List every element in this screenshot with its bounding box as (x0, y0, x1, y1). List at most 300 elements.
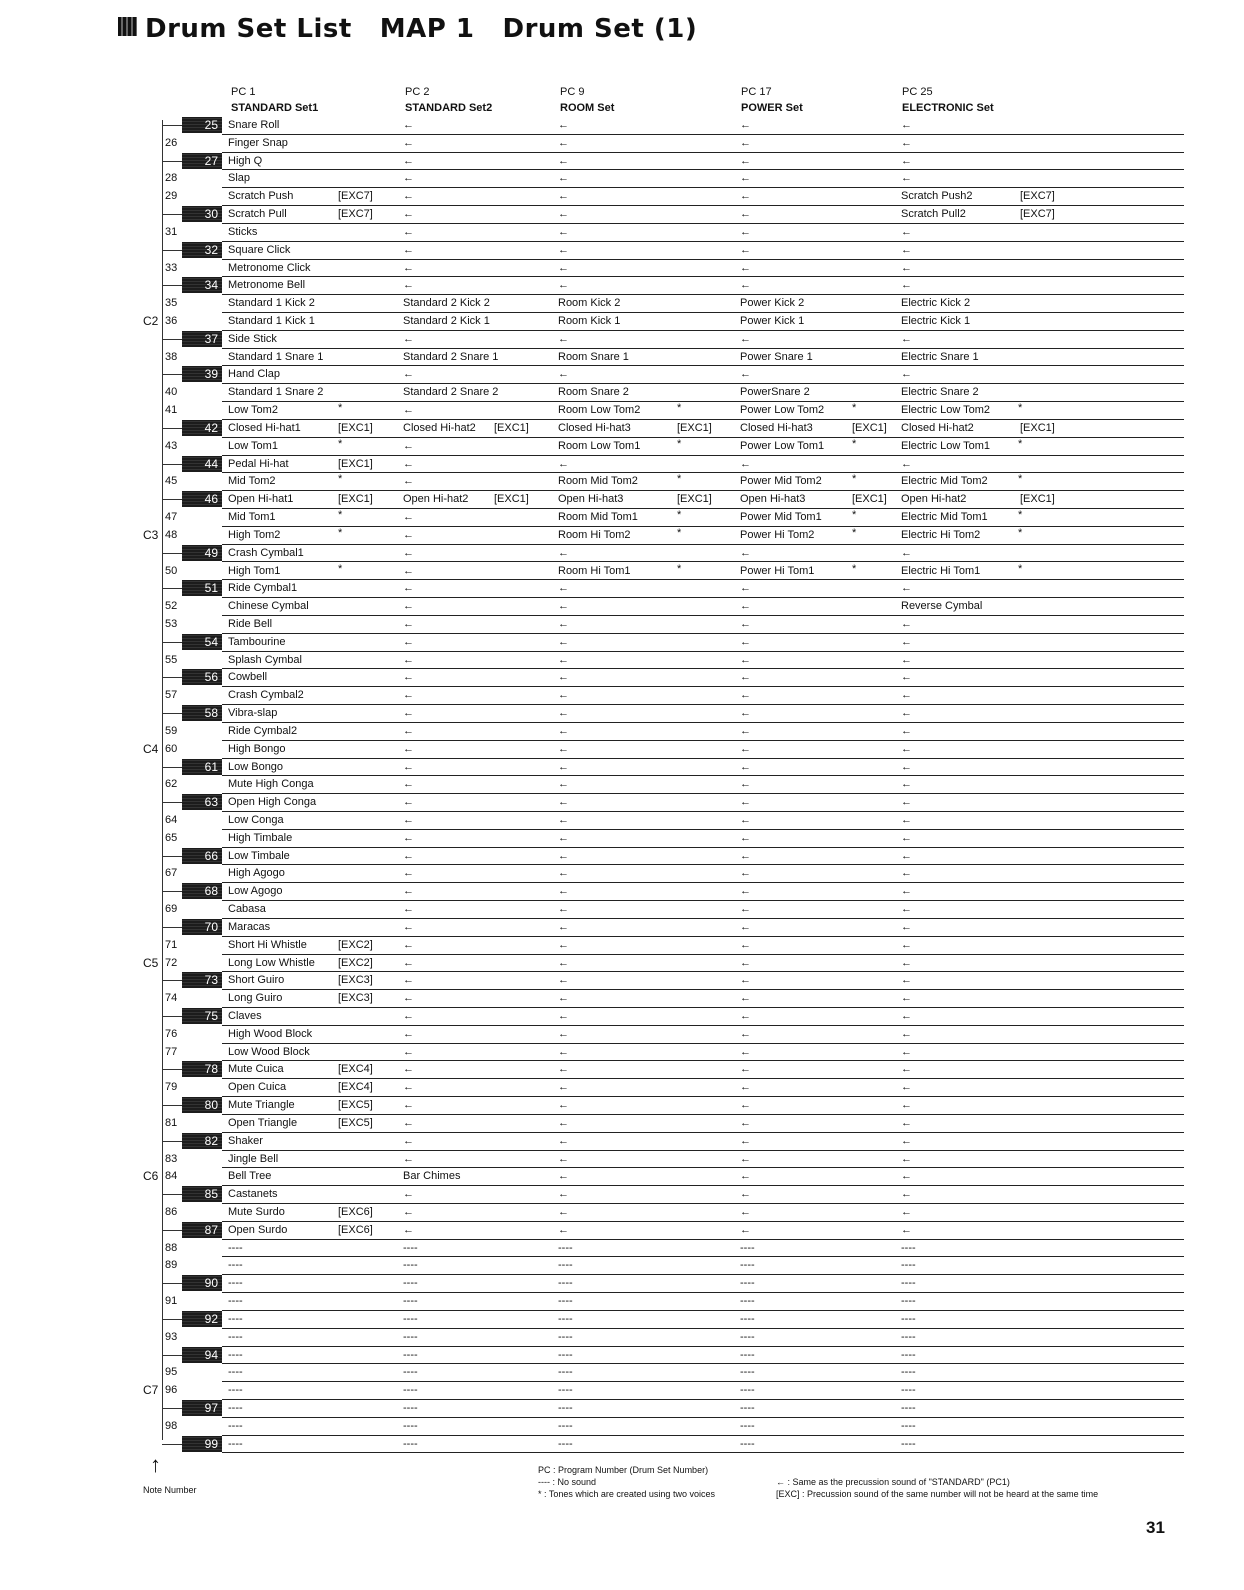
page-number: 31 (1146, 1518, 1165, 1537)
sound-name-cell: Room Low Tom1 (558, 439, 641, 452)
black-key-note-number: 73 (182, 972, 222, 988)
white-key-note-number: 88 (165, 1241, 178, 1254)
sound-name-cell: Mid Tom1 (228, 511, 276, 524)
white-key-note-number: 89 (165, 1259, 178, 1272)
sound-name-cell: Hand Clap (228, 368, 280, 381)
key-divider (162, 428, 182, 429)
white-key-note-number: 76 (165, 1027, 178, 1040)
octave-label: C3 (143, 527, 159, 542)
sound-name-cell: ← (740, 600, 751, 613)
black-key-note-number: 56 (182, 669, 222, 685)
white-key-note-number: 55 (165, 653, 178, 666)
table-row (222, 152, 1184, 171)
exclusive-group-tag: [EXC1] (494, 421, 529, 434)
table-row (222, 954, 1184, 973)
exclusive-group-tag: [EXC3] (338, 992, 373, 1005)
exclusive-group-tag: [EXC7] (338, 208, 373, 221)
sound-name-cell: Reverse Cymbal (901, 600, 983, 613)
sound-name-cell: ← (740, 1206, 751, 1219)
white-key-note-number: 36 (165, 315, 178, 328)
white-key-note-number: 26 (165, 136, 178, 149)
sound-name-cell: ← (403, 974, 414, 987)
sound-name-cell: ← (901, 1027, 912, 1040)
sound-name-cell: ← (558, 938, 569, 951)
white-key-note-number: 96 (165, 1384, 178, 1397)
sound-name-cell: Scratch Push (228, 190, 294, 203)
sound-name-cell: ← (740, 1116, 751, 1129)
exclusive-group-tag: [EXC4] (338, 1063, 373, 1076)
sound-name-cell: ← (740, 1134, 751, 1147)
sound-name-cell: ---- (558, 1241, 573, 1254)
sound-name-cell: ← (558, 332, 569, 345)
sound-name-cell: Room Hi Tom1 (558, 564, 631, 577)
sound-name-cell: Electric Kick 1 (901, 315, 971, 328)
sound-name-cell: ← (901, 136, 912, 149)
sound-name-cell: ← (403, 1134, 414, 1147)
exclusive-group-tag: [EXC1] (1020, 421, 1055, 434)
sound-name-cell: ← (901, 796, 912, 809)
sound-name-cell: Power Hi Tom2 (740, 528, 815, 541)
table-row (222, 1292, 1184, 1311)
two-voice-marker: * (677, 562, 682, 575)
black-key-note-number: 63 (182, 794, 222, 810)
sound-name-cell: Open Surdo (228, 1223, 288, 1236)
black-key-note-number: 66 (182, 848, 222, 864)
white-key-note-number: 98 (165, 1419, 178, 1432)
sound-name-cell: Low Bongo (228, 760, 284, 773)
sound-name-cell: ← (558, 617, 569, 630)
sound-name-cell: ---- (558, 1419, 573, 1432)
exclusive-group-tag: [EXC1] (338, 421, 373, 434)
sound-name-cell: ← (740, 208, 751, 221)
sound-name-cell: Electric Mid Tom1 (901, 511, 988, 524)
sound-name-cell: ← (740, 154, 751, 167)
sound-name-cell: ← (403, 1027, 414, 1040)
key-divider (162, 1141, 182, 1142)
sound-name-cell: ---- (901, 1402, 916, 1415)
table-row (222, 348, 1184, 367)
sound-name-cell: Crash Cymbal1 (228, 546, 304, 559)
sound-name-cell: ← (901, 1045, 912, 1058)
octave-label: C2 (143, 314, 159, 329)
exclusive-group-tag: [EXC6] (338, 1206, 373, 1219)
sound-name-cell: Low Tom2 (228, 404, 278, 417)
sound-name-cell: ← (558, 813, 569, 826)
sound-name-cell: ---- (403, 1366, 418, 1379)
sound-name-cell: ← (403, 956, 414, 969)
sound-name-cell: ← (558, 1152, 569, 1165)
sound-name-cell: ← (558, 1081, 569, 1094)
sound-name-cell: ---- (901, 1295, 916, 1308)
sound-name-cell: Electric Low Tom2 (901, 404, 991, 417)
table-row (222, 401, 1184, 420)
sound-name-cell: ← (740, 190, 751, 203)
sound-name-cell: Electric Hi Tom1 (901, 564, 981, 577)
sound-name-cell: ← (901, 831, 912, 844)
sound-name-cell: Slap (228, 172, 251, 185)
sound-name-cell: ← (403, 1152, 414, 1165)
sound-name-cell: Low Timbale (228, 849, 290, 862)
legend-left: PC : Program Number (Drum Set Number) ---- : No sound * : Tones which are created using two voices (538, 1465, 715, 1499)
key-divider (162, 1230, 182, 1231)
sound-name-cell: High Wood Block (228, 1027, 313, 1040)
sound-name-cell: ← (403, 1188, 414, 1201)
sound-name-cell: Short Hi Whistle (228, 938, 307, 951)
sound-name-cell: Room Snare 2 (558, 386, 629, 399)
sound-name-cell: ← (403, 778, 414, 791)
sound-name-cell: ← (558, 920, 569, 933)
sound-name-cell: Power Low Tom1 (740, 439, 825, 452)
sound-name-cell: ← (558, 600, 569, 613)
table-row (222, 936, 1184, 955)
sound-name-cell: ---- (558, 1348, 573, 1361)
sound-name-cell: ---- (558, 1402, 573, 1415)
sound-name-cell: ← (740, 172, 751, 185)
black-key-note-number: 85 (182, 1186, 222, 1202)
sound-name-cell: ← (558, 172, 569, 185)
table-row (222, 1221, 1184, 1240)
sound-name-cell: ← (901, 154, 912, 167)
white-key-note-number: 28 (165, 172, 178, 185)
sound-name-cell: ← (740, 225, 751, 238)
key-divider (162, 1016, 182, 1017)
sound-name-cell: ← (558, 154, 569, 167)
key-divider (162, 1355, 182, 1356)
sound-name-cell: ← (740, 617, 751, 630)
sound-name-cell: ---- (228, 1241, 243, 1254)
sound-name-cell: Electric Low Tom1 (901, 439, 991, 452)
key-divider (162, 250, 182, 251)
sound-name-cell: ← (403, 1081, 414, 1094)
sound-name-cell: ← (901, 938, 912, 951)
exclusive-group-tag: [EXC1] (494, 493, 529, 506)
sound-name-cell: ← (740, 279, 751, 292)
column-header-pc17: PC 17 POWER Set (741, 86, 803, 114)
sound-name-cell: Splash Cymbal (228, 653, 302, 666)
sound-name-cell: ← (403, 528, 414, 541)
table-row (222, 989, 1184, 1008)
black-key-note-number: 75 (182, 1008, 222, 1024)
key-divider (162, 802, 182, 803)
sound-name-cell: ← (403, 119, 414, 131)
two-voice-marker: * (338, 437, 343, 450)
sound-name-cell: Room Low Tom2 (558, 404, 641, 417)
sound-name-cell: ---- (901, 1437, 916, 1450)
table-row (222, 437, 1184, 456)
exclusive-group-tag: [EXC3] (338, 974, 373, 987)
sound-name-cell: ← (403, 261, 414, 274)
black-key-note-number: 32 (182, 242, 222, 258)
white-key-note-number: 31 (165, 225, 178, 238)
key-divider (162, 339, 182, 340)
sound-name-cell: Closed Hi-hat1 (228, 421, 301, 434)
sound-name-cell: Room Snare 1 (558, 350, 629, 363)
sound-name-cell: ---- (740, 1419, 755, 1432)
sound-name-cell: ← (901, 546, 912, 559)
sound-name-cell: ← (403, 617, 414, 630)
table-row (222, 134, 1184, 153)
exclusive-group-tag: [EXC5] (338, 1116, 373, 1129)
sound-name-cell: ← (403, 439, 414, 452)
two-voice-marker: * (1018, 402, 1023, 415)
white-key-note-number: 79 (165, 1081, 178, 1094)
sound-name-cell: ← (403, 457, 414, 470)
sound-name-cell: ← (740, 813, 751, 826)
sound-name-cell: Open Hi-hat2 (901, 493, 967, 506)
sound-name-cell: Electric Mid Tom2 (901, 475, 988, 488)
sound-name-cell: ← (740, 1045, 751, 1058)
sound-name-cell: ← (403, 1116, 414, 1129)
sound-name-cell: ← (901, 1099, 912, 1112)
sound-name-cell: ← (740, 457, 751, 470)
two-voice-marker: * (338, 526, 343, 539)
table-row (222, 882, 1184, 901)
table-row (222, 1007, 1184, 1026)
sound-name-cell: ---- (558, 1330, 573, 1343)
table-row (222, 686, 1184, 705)
sound-name-cell: ← (740, 119, 751, 131)
sound-name-cell: Mute Triangle (228, 1099, 295, 1112)
sound-name-cell: ← (901, 172, 912, 185)
legend-right: ← : Same as the precussion sound of "STANDARD" (PC1) [EXC] : Precussion sound of the same number will not be heard at the same time (776, 1477, 1099, 1499)
sound-name-cell: ---- (403, 1277, 418, 1290)
sound-name-cell: ← (901, 1152, 912, 1165)
sound-name-cell: ← (740, 261, 751, 274)
sound-name-cell: ← (558, 119, 569, 131)
sound-name-cell: ← (901, 261, 912, 274)
table-row (222, 276, 1184, 295)
table-row (222, 722, 1184, 741)
sound-name-cell: ← (901, 119, 912, 131)
sound-name-cell: ← (901, 849, 912, 862)
sound-name-cell: ---- (901, 1330, 916, 1343)
sound-name-cell: ---- (228, 1277, 243, 1290)
exclusive-group-tag: [EXC5] (338, 1099, 373, 1112)
sound-name-cell: ← (901, 778, 912, 791)
table-row (222, 1078, 1184, 1097)
table-row (222, 793, 1184, 812)
sound-name-cell: ← (740, 582, 751, 595)
exclusive-group-tag: [EXC6] (338, 1223, 373, 1236)
black-key-note-number: 49 (182, 545, 222, 561)
sound-name-cell: ← (901, 1223, 912, 1236)
sound-name-cell: Open Hi-hat3 (740, 493, 806, 506)
sound-name-cell: ← (403, 1206, 414, 1219)
sound-name-cell: ← (558, 653, 569, 666)
sound-name-cell: ← (901, 1170, 912, 1183)
sound-name-cell: ← (901, 1134, 912, 1147)
sound-name-cell: ← (558, 831, 569, 844)
sound-name-cell: ← (558, 1027, 569, 1040)
white-key-note-number: 60 (165, 742, 178, 755)
sound-name-cell: ← (403, 885, 414, 898)
key-divider (162, 713, 182, 714)
exclusive-group-tag: [EXC1] (338, 457, 373, 470)
table-row (222, 1239, 1184, 1258)
sound-name-cell: Standard 1 Snare 1 (228, 350, 324, 363)
sound-name-cell: Standard 2 Kick 1 (403, 315, 490, 328)
sound-name-cell: ← (403, 172, 414, 185)
table-row (222, 455, 1184, 474)
sound-name-cell: Open Hi-hat3 (558, 493, 624, 506)
sound-name-cell: ---- (228, 1402, 243, 1415)
black-key-note-number: 94 (182, 1347, 222, 1363)
sound-name-cell: ← (901, 617, 912, 630)
up-arrow-icon: ↑ (150, 1452, 161, 1477)
sound-name-cell: ← (558, 1045, 569, 1058)
sound-name-cell: High Bongo (228, 742, 286, 755)
white-key-note-number: 95 (165, 1366, 178, 1379)
black-key-note-number: 30 (182, 206, 222, 222)
key-divider (162, 927, 182, 928)
sound-name-cell: Power Mid Tom2 (740, 475, 822, 488)
sound-name-cell: ← (901, 635, 912, 648)
sound-name-cell: ← (403, 635, 414, 648)
table-row (222, 508, 1184, 527)
sound-name-cell: Standard 1 Kick 1 (228, 315, 315, 328)
sound-name-cell: ← (901, 582, 912, 595)
key-divider (162, 642, 182, 643)
sound-name-cell: ---- (901, 1366, 916, 1379)
black-key-note-number: 80 (182, 1097, 222, 1113)
table-row (222, 633, 1184, 652)
column-header-pc25: PC 25 ELECTRONIC Set (902, 86, 994, 114)
sound-name-cell: Power Snare 1 (740, 350, 813, 363)
sound-name-cell: ← (403, 671, 414, 684)
sound-name-cell: ← (740, 742, 751, 755)
table-row (222, 169, 1184, 188)
sound-name-cell: ← (901, 760, 912, 773)
white-key-note-number: 65 (165, 831, 178, 844)
sound-name-cell: ← (558, 190, 569, 203)
black-key-note-number: 34 (182, 277, 222, 293)
sound-name-cell: Open Hi-hat2 (403, 493, 469, 506)
sound-name-cell: ← (740, 689, 751, 702)
table-row (222, 1167, 1184, 1186)
sound-name-cell: ← (740, 956, 751, 969)
table-row (222, 1025, 1184, 1044)
table-row (222, 490, 1184, 509)
sound-name-cell: Chinese Cymbal (228, 600, 309, 613)
table-row (222, 900, 1184, 919)
white-key-note-number: 48 (165, 528, 178, 541)
sound-name-cell: ---- (740, 1348, 755, 1361)
sound-name-cell: ← (901, 368, 912, 381)
table-row (222, 1363, 1184, 1382)
white-key-note-number: 40 (165, 386, 178, 399)
sound-name-cell: ← (740, 778, 751, 791)
key-divider (162, 161, 182, 162)
black-key-note-number: 42 (182, 420, 222, 436)
sound-name-cell: Low Wood Block (228, 1045, 310, 1058)
sound-name-cell: ← (901, 742, 912, 755)
two-voice-marker: * (338, 473, 343, 486)
white-key-note-number: 69 (165, 903, 178, 916)
exclusive-group-tag: [EXC1] (338, 493, 373, 506)
sound-name-cell: ← (403, 600, 414, 613)
exclusive-group-tag: [EXC2] (338, 938, 373, 951)
exclusive-group-tag: [EXC1] (677, 421, 712, 434)
sound-name-cell: ← (558, 778, 569, 791)
black-key-note-number: 68 (182, 883, 222, 899)
table-row (222, 1114, 1184, 1133)
sound-name-cell: ---- (403, 1295, 418, 1308)
sound-name-cell: ← (403, 368, 414, 381)
table-row (222, 758, 1184, 777)
sound-name-cell: ← (558, 1099, 569, 1112)
sound-name-cell: Standard 1 Kick 2 (228, 297, 315, 310)
sound-name-cell: ← (901, 1206, 912, 1219)
table-row (222, 562, 1184, 581)
sound-name-cell: Power Mid Tom1 (740, 511, 822, 524)
sound-name-cell: ← (901, 956, 912, 969)
white-key-note-number: 38 (165, 350, 178, 363)
sound-name-cell: ← (901, 707, 912, 720)
sound-name-cell: ---- (228, 1330, 243, 1343)
black-key-note-number: 54 (182, 634, 222, 650)
sound-name-cell: ← (403, 511, 414, 524)
sound-name-cell: ← (740, 1027, 751, 1040)
sound-name-cell: Standard 2 Snare 2 (403, 386, 499, 399)
sound-name-cell: ← (740, 796, 751, 809)
sound-name-cell: ← (558, 974, 569, 987)
key-divider (162, 553, 182, 554)
sound-name-cell: ---- (740, 1277, 755, 1290)
sound-name-cell: ← (901, 1010, 912, 1022)
table-row (222, 1150, 1184, 1169)
sound-name-cell: ← (901, 332, 912, 345)
white-key-note-number: 57 (165, 689, 178, 702)
sound-name-cell: ---- (403, 1419, 418, 1432)
sound-name-cell: ---- (740, 1402, 755, 1415)
sound-name-cell: Open Hi-hat1 (228, 493, 294, 506)
white-key-note-number: 41 (165, 404, 178, 417)
sound-name-cell: ← (740, 938, 751, 951)
column-header-pc2: PC 2 STANDARD Set2 (405, 86, 493, 114)
sound-name-cell: Snare Roll (228, 119, 280, 131)
key-divider (162, 214, 182, 215)
sound-name-cell: Open Cuica (228, 1081, 287, 1094)
black-key-note-number: 39 (182, 366, 222, 382)
sound-name-cell: Closed Hi-hat2 (901, 421, 974, 434)
sound-name-cell: ← (740, 1081, 751, 1094)
sound-name-cell: ---- (403, 1384, 418, 1397)
sound-name-cell: ← (558, 1010, 569, 1022)
sound-name-cell: ← (403, 404, 414, 417)
sound-name-cell: ← (558, 1063, 569, 1076)
sound-name-cell: ← (403, 1099, 414, 1112)
sound-name-cell: Vibra-slap (228, 707, 278, 720)
table-row (222, 365, 1184, 384)
sound-name-cell: Electric Kick 2 (901, 297, 971, 310)
sound-name-cell: ← (901, 920, 912, 933)
sound-name-cell: ---- (228, 1295, 243, 1308)
white-key-note-number: 52 (165, 600, 178, 613)
sound-name-cell: Room Mid Tom2 (558, 475, 638, 488)
sound-name-cell: ---- (403, 1330, 418, 1343)
sound-name-cell: Cabasa (228, 903, 266, 916)
sound-name-cell: ← (901, 225, 912, 238)
white-key-note-number: 29 (165, 190, 178, 203)
black-key-note-number: 27 (182, 153, 222, 169)
sound-name-cell: ---- (901, 1384, 916, 1397)
sound-name-cell: ← (558, 742, 569, 755)
sound-name-cell: ← (558, 903, 569, 916)
white-key-note-number: 84 (165, 1170, 178, 1183)
white-key-note-number: 43 (165, 439, 178, 452)
octave-label: C5 (143, 955, 159, 970)
table-row (222, 1435, 1184, 1454)
